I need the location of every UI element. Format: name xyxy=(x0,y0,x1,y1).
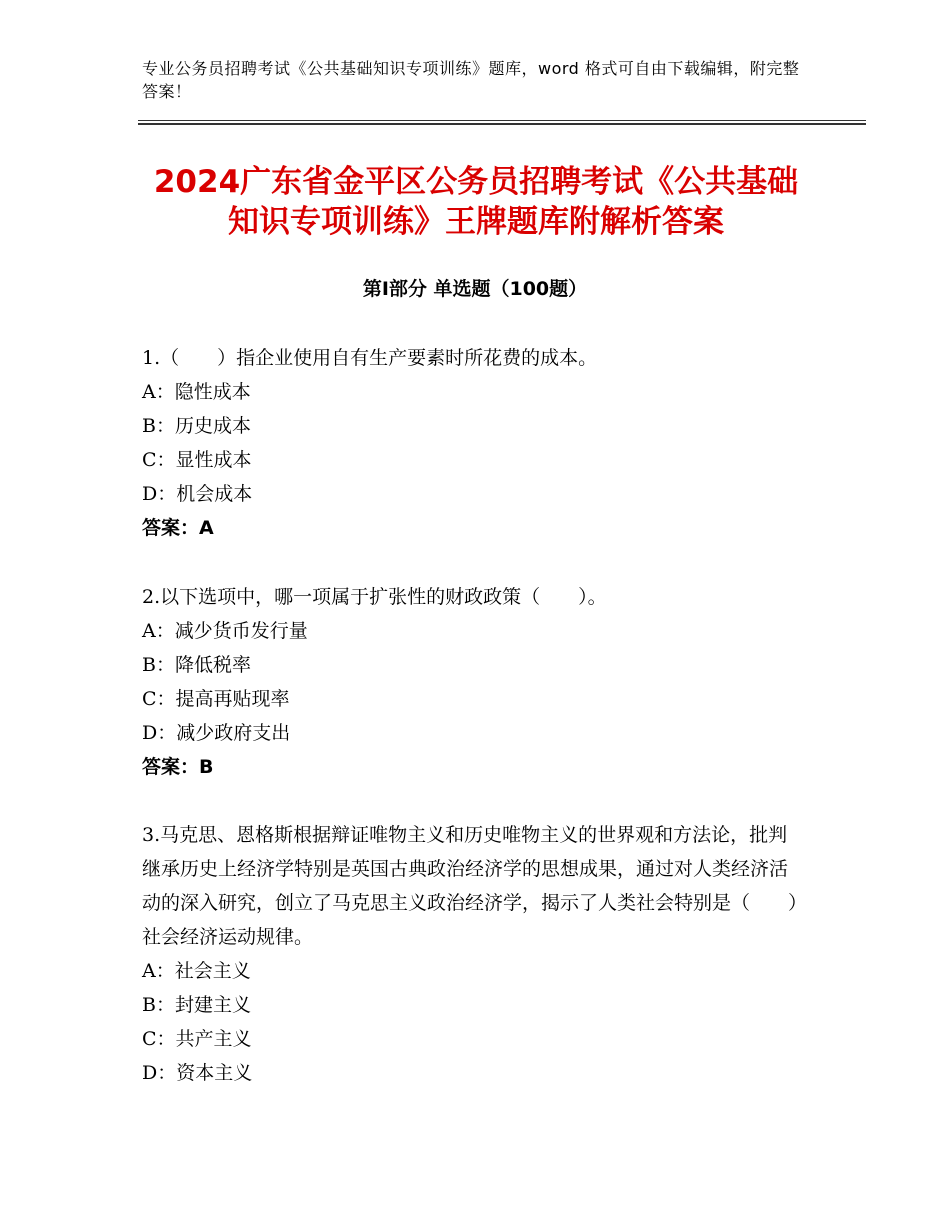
answer-line xyxy=(142,750,802,784)
question-stem: 2.以下选项中，哪一项属于扩张性的财政政策（ ）。 xyxy=(142,586,607,608)
header-divider-thick xyxy=(138,123,866,125)
option-c: C：显性成本 xyxy=(142,449,252,471)
question-2 xyxy=(142,580,802,784)
header-divider xyxy=(138,120,866,121)
option-d: D：机会成本 xyxy=(142,483,253,505)
question-stem: 3.马克思、恩格斯根据辩证唯物主义和历史唯物主义的世界观和方法论，批判继承历史上经济学特别是英国古典政治经济学的思想成果，通过对人类经济活动的深入研究，创立了马克思主义政治经济学，揭示了人类社会特别是（ ）社会经济运动规律。 xyxy=(142,824,798,948)
section-title: 第Ⅰ部分 单选题（100题） xyxy=(362,278,588,300)
answer-value: A xyxy=(199,517,214,539)
option-a: A：减少货币发行量 xyxy=(142,620,308,642)
option-b: B：降低税率 xyxy=(142,654,251,676)
option-c: C：共产主义 xyxy=(142,1028,252,1050)
answer-label: 答案： xyxy=(142,756,200,778)
header-note: 专业公务员招聘考试《公共基础知识专项训练》题库，word 格式可自由下载编辑，附完整答案！ xyxy=(142,59,800,101)
question-3 xyxy=(142,818,802,1090)
question-stem: 1.（ ）指企业使用自有生产要素时所花费的成本。 xyxy=(142,347,598,369)
answer-value: B xyxy=(199,756,214,778)
option-c: C：提高再贴现率 xyxy=(142,688,290,710)
answer-label: 答案： xyxy=(142,517,200,539)
document-title: 2024广东省金平区公务员招聘考试《公共基础知识专项训练》王牌题库附解析答案 xyxy=(153,164,799,240)
option-b: B：历史成本 xyxy=(142,415,251,437)
question-1 xyxy=(142,341,802,545)
answer-line xyxy=(142,511,802,545)
option-a: A：隐性成本 xyxy=(142,381,251,403)
option-d: D：资本主义 xyxy=(142,1062,253,1084)
option-a: A：社会主义 xyxy=(142,960,251,982)
option-d: D：减少政府支出 xyxy=(142,722,291,744)
option-b: B：封建主义 xyxy=(142,994,251,1016)
